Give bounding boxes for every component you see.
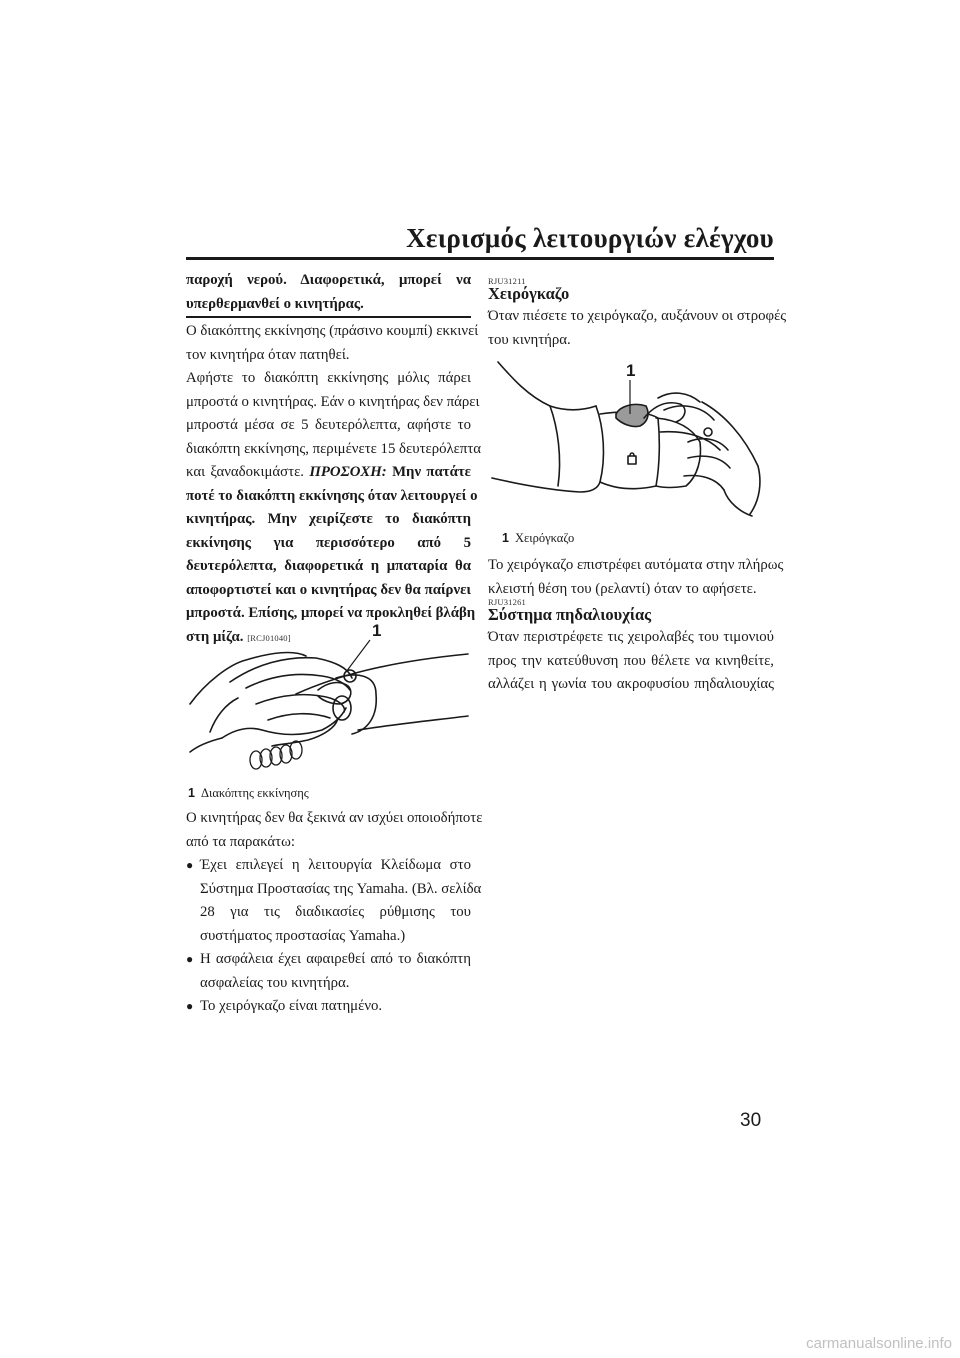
bullet-icon: ● <box>186 858 194 872</box>
figure-caption <box>502 531 574 546</box>
throttle-return-text <box>488 554 784 601</box>
warning-line: υπερθερμανθεί ο κινητήρας. <box>186 295 364 312</box>
section-code: RJU31211 <box>488 276 526 286</box>
paragraph-line: τον κινητήρα όταν πατηθεί. <box>186 346 350 363</box>
notice-line: μπροστά. Επίσης, μπορεί να προκληθεί βλάβη <box>186 605 476 621</box>
paragraph-line: μπροστά μέσα σε 5 δευτερόλεπτα, αφήστε το <box>186 417 471 433</box>
caption-text: Διακόπτης εκκίνησης <box>200 786 309 800</box>
notice-start-line <box>186 461 471 485</box>
steering-text <box>488 626 774 697</box>
list-item <box>186 995 471 1019</box>
paragraph-line: κλειστή θέση του (ρελαντί) όταν το αφήσετε. <box>488 580 757 597</box>
paragraph-text: και ξαναδοκιμάστε. <box>186 464 304 480</box>
list-item-line: Σύστημα Προστασίας της Yamaha. (Βλ. σελίδα <box>200 880 482 897</box>
paragraph-line: μπροστά ο κινητήρας. Εάν ο κινητήρας δεν πάρει <box>186 393 480 410</box>
list-item-line: Το χειρόγκαζο είναι πατημένο. <box>200 998 383 1014</box>
notice-line: στη μίζα. <box>186 628 244 645</box>
paragraph-line: από τα παρακάτω: <box>186 833 295 850</box>
throttle-illustration <box>488 358 774 530</box>
section-heading-steering: Σύστημα πηδαλιουχίας <box>488 605 652 624</box>
notice-line: εκκίνησης για περισσότερο από 5 <box>186 534 471 551</box>
page-number: 30 <box>740 1110 762 1131</box>
list-item-line: 28 για τις διαδικασίες ρύθμισης του <box>200 904 471 920</box>
paragraph-line: Το χειρόγκαζο επιστρέφει αυτόματα στην πλήρως <box>488 557 784 573</box>
start-switch-illustration <box>186 612 471 782</box>
paragraph-line: Αφήστε το διακόπτη εκκίνησης μόλις πάρει <box>186 370 471 386</box>
throttle-text <box>488 305 787 352</box>
page-title: Χειρισμός λειτουργιών ελέγχου <box>406 223 774 253</box>
notice-line: ποτέ το διακόπτη εκκίνησης όταν λειτουργεί ο <box>186 487 478 504</box>
notice-line: κινητήρας. Μην χειρίζεστε το διακόπτη <box>186 511 471 527</box>
paragraph-line: Όταν περιστρέφετε τις χειρολαβές του τιμονιού <box>488 629 774 645</box>
paragraph-line: Ο κινητήρας δεν θα ξεκινά αν ισχύει οποιοδήποτε <box>186 810 483 826</box>
notice-line: δευτερόλεπτα, διαφορετικά η μπαταρία θα <box>186 558 471 574</box>
paragraph-line: του κινητήρα. <box>488 331 571 348</box>
bullet-icon: ● <box>186 952 194 966</box>
figure-callout: 1 <box>372 621 382 640</box>
section-heading-throttle: Χειρόγκαζο <box>488 284 570 303</box>
figure-callout: 1 <box>626 361 636 380</box>
warning-line: παροχή νερού. Διαφορετικά, μπορεί να <box>186 272 471 288</box>
engine-not-start-text <box>186 807 483 854</box>
figure-caption <box>188 786 309 801</box>
list-item <box>186 854 482 948</box>
conditions-list <box>186 854 482 1019</box>
paragraph-line: διακόπτη εκκίνησης, περιμένετε 15 δευτερόλεπτα <box>186 440 482 457</box>
list-item-line: Έχει επιλεγεί η λειτουργία Κλείδωμα στο <box>200 857 471 873</box>
notice-text: Μην πατάτε <box>392 464 472 480</box>
paragraph-line: προς την κατεύθυνση που θέλετε να κινηθείτε, <box>488 652 774 669</box>
notice-line: αποφορτιστεί και ο κινητήρας δεν θα παίρνει <box>186 581 471 598</box>
warning-end-rule <box>186 316 471 318</box>
list-item <box>186 948 471 995</box>
caption-number: 1 <box>502 531 509 545</box>
section-code: RJU31261 <box>488 597 526 607</box>
watermark: carmanualsonline.info <box>806 1335 952 1352</box>
bullet-icon: ● <box>186 999 194 1013</box>
caption-text: Χειρόγκαζο <box>514 531 575 545</box>
start-switch-text <box>186 320 482 650</box>
list-item-line: Η ασφάλεια έχει αφαιρεθεί από το διακόπτη <box>200 951 471 967</box>
header-rule <box>186 257 774 260</box>
list-item-line: ασφαλείας του κινητήρα. <box>200 974 350 991</box>
notice-label: ΠΡΟΣΟΧΗ: <box>309 464 387 480</box>
notice-code: [RCJ01040] <box>247 632 291 643</box>
paragraph-line: Όταν πιέσετε το χειρόγκαζο, αυξάνουν οι στροφές <box>488 308 787 324</box>
left-column <box>186 269 471 316</box>
caption-number: 1 <box>188 786 195 800</box>
list-item-line: συστήματος προστασίας Yamaha.) <box>200 927 406 944</box>
paragraph-line: Ο διακόπτης εκκίνησης (πράσινο κουμπί) εκκινεί <box>186 323 479 339</box>
paragraph-line: αλλάζει η γωνία του ακροφυσίου πηδαλιουχίας <box>488 676 774 692</box>
